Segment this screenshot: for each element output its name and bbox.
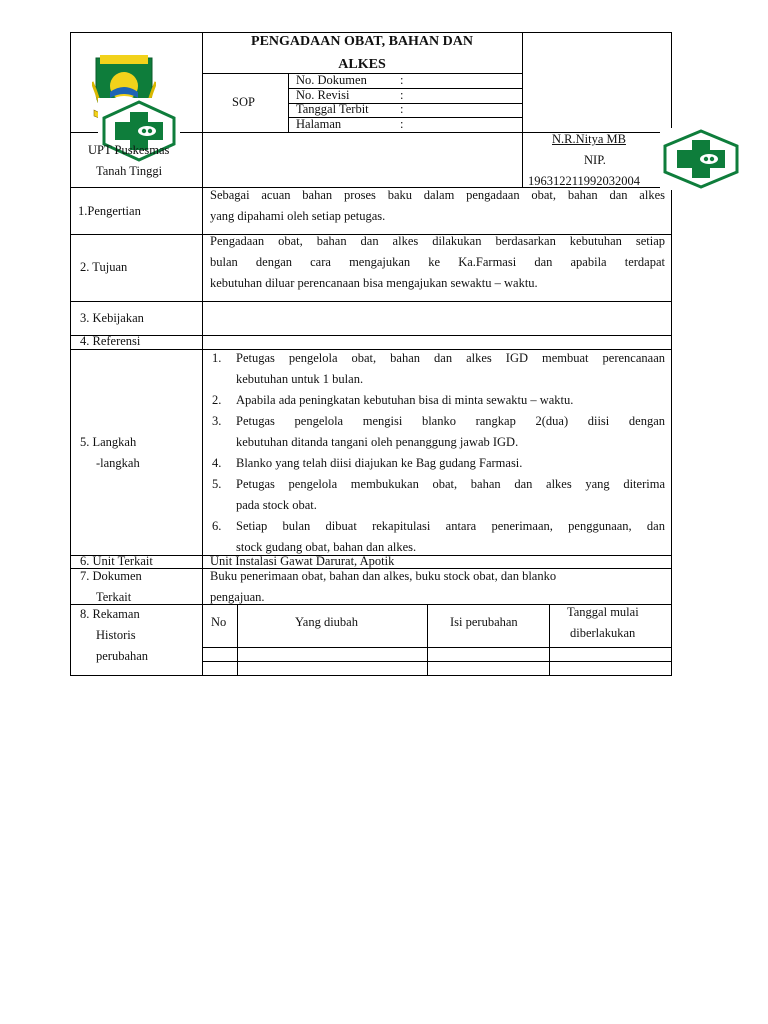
rekaman-col-yang-diubah: Yang diubah bbox=[295, 615, 358, 629]
dokumen-terkait-line1: Buku penerimaan obat, bahan dan alkes, buku stock obat, dan blanko bbox=[210, 569, 557, 583]
step-text: Setiap bulan dibuat rekapitulasi antara penerimaan, penggunaan, dan bbox=[236, 519, 665, 533]
rekaman-col-tanggal: Tanggal mulai bbox=[567, 605, 639, 619]
rekaman-col-line bbox=[427, 604, 428, 676]
label-tujuan: 2. Tujuan bbox=[80, 260, 128, 274]
label-column-divider bbox=[202, 32, 203, 676]
label-unit-terkait: 6. Unit Terkait bbox=[80, 554, 153, 568]
step-text: kebutuhan untuk 1 bulan. bbox=[236, 372, 364, 386]
border-bottom bbox=[70, 675, 672, 676]
tujuan-line3: kebutuhan diluar perencanaan bisa mengajukan sewaktu – waktu. bbox=[210, 276, 538, 290]
label-langkah-cont: -langkah bbox=[96, 456, 140, 470]
meta-label-tanggal-terbit: Tanggal Terbit bbox=[296, 102, 369, 116]
step-text: Blanko yang telah diisi diajukan ke Bag gudang Farmasi. bbox=[236, 456, 523, 470]
label-referensi: 4. Referensi bbox=[80, 334, 141, 348]
langkah-step bbox=[210, 453, 665, 474]
signer-column-divider bbox=[522, 32, 523, 187]
signer-name: N.R.Nitya MB bbox=[552, 132, 626, 146]
label-dokumen-terkait: 7. Dokumen bbox=[80, 569, 142, 583]
unit-terkait-value: Unit Instalasi Gawat Darurat, Apotik bbox=[210, 554, 395, 568]
langkah-step-cont bbox=[210, 432, 665, 453]
meta-sep: : bbox=[400, 73, 404, 87]
step-number: 6. bbox=[212, 519, 222, 533]
langkah-step bbox=[210, 348, 665, 369]
row-divider bbox=[70, 301, 672, 302]
rekaman-row-line bbox=[202, 661, 672, 662]
step-text: kebutuhan ditanda tangani oleh penanggung jawab IGD. bbox=[236, 435, 519, 449]
meta-sep: : bbox=[400, 88, 404, 102]
langkah-step bbox=[210, 411, 665, 432]
label-langkah: 5. Langkah bbox=[80, 435, 137, 449]
step-text: Apabila ada peningkatan kebutuhan bisa di minta sewaktu – waktu. bbox=[236, 393, 574, 407]
rekaman-row-line bbox=[202, 647, 672, 648]
puskesmas-logo-right bbox=[660, 128, 742, 190]
step-text: Petugas pengelola mengisi blanko rangkap 2(dua) diisi dengan bbox=[236, 414, 665, 428]
langkah-step-cont bbox=[210, 369, 665, 390]
step-number: 1. bbox=[212, 351, 222, 365]
org-location: Tanah Tinggi bbox=[96, 164, 163, 178]
label-dokumen-terkait-cont: Terkait bbox=[96, 590, 132, 604]
dokumen-terkait-line2: pengajuan. bbox=[210, 590, 265, 604]
meta-label-halaman: Halaman bbox=[296, 117, 342, 131]
tujuan-line2: bulan dengan cara mengajukan ke Ka.Farmasi dan apabila terdapat bbox=[210, 255, 665, 269]
step-number: 4. bbox=[212, 456, 222, 470]
pengertian-line2: yang dipahami oleh setiap petugas. bbox=[210, 209, 386, 223]
signer-nip: 196312211992032004 bbox=[528, 174, 641, 188]
langkah-step bbox=[210, 516, 665, 537]
meta-label-no-dokumen: No. Dokumen bbox=[296, 73, 367, 87]
label-rekaman-cont: Historis bbox=[96, 628, 136, 642]
sop-document bbox=[70, 32, 672, 676]
label-rekaman-cont: perubahan bbox=[96, 649, 149, 663]
meta-sep: : bbox=[400, 102, 404, 116]
langkah-step bbox=[210, 390, 665, 411]
step-number: 5. bbox=[212, 477, 222, 491]
signer-nip-label: NIP. bbox=[584, 153, 606, 167]
langkah-step-cont bbox=[210, 495, 665, 516]
label-kebijakan: 3. Kebijakan bbox=[80, 311, 144, 325]
border-left bbox=[70, 32, 71, 676]
label-rekaman: 8. Rekaman bbox=[80, 607, 140, 621]
step-text: stock gudang obat, bahan dan alkes. bbox=[236, 540, 417, 554]
tujuan-line1: Pengadaan obat, bahan dan alkes dilakukan berdasarkan kebutuhan setiap bbox=[210, 234, 665, 248]
rekaman-col-no: No bbox=[211, 615, 227, 629]
step-number: 3. bbox=[212, 414, 222, 428]
langkah-list bbox=[210, 348, 665, 558]
step-text: pada stock obat. bbox=[236, 498, 317, 512]
label-pengertian: 1.Pengertian bbox=[78, 204, 141, 218]
row-divider bbox=[70, 335, 672, 336]
org-name: UPT Puskesmas bbox=[88, 143, 170, 157]
pengertian-line1: Sebagai acuan bahan proses baku dalam pengadaan obat, bahan dan alkes bbox=[210, 188, 665, 202]
rekaman-col-line bbox=[237, 604, 238, 676]
meta-label-no-revisi: No. Revisi bbox=[296, 88, 350, 102]
rekaman-col-isi-perubahan: Isi perubahan bbox=[450, 615, 518, 629]
document-title-cont: ALKES bbox=[338, 57, 386, 72]
sop-label: SOP bbox=[232, 95, 255, 109]
document-title: PENGADAAN OBAT, BAHAN DAN bbox=[251, 34, 473, 49]
step-text: Petugas pengelola obat, bahan dan alkes IGD membuat perencanaan bbox=[236, 351, 665, 365]
rekaman-col-tanggal-cont: diberlakukan bbox=[570, 626, 636, 640]
step-text: Petugas pengelola membukukan obat, bahan dan alkes yang diterima bbox=[236, 477, 665, 491]
step-number: 2. bbox=[212, 393, 222, 407]
meta-sep: : bbox=[400, 117, 404, 131]
rekaman-col-line bbox=[549, 604, 550, 676]
langkah-step bbox=[210, 474, 665, 495]
